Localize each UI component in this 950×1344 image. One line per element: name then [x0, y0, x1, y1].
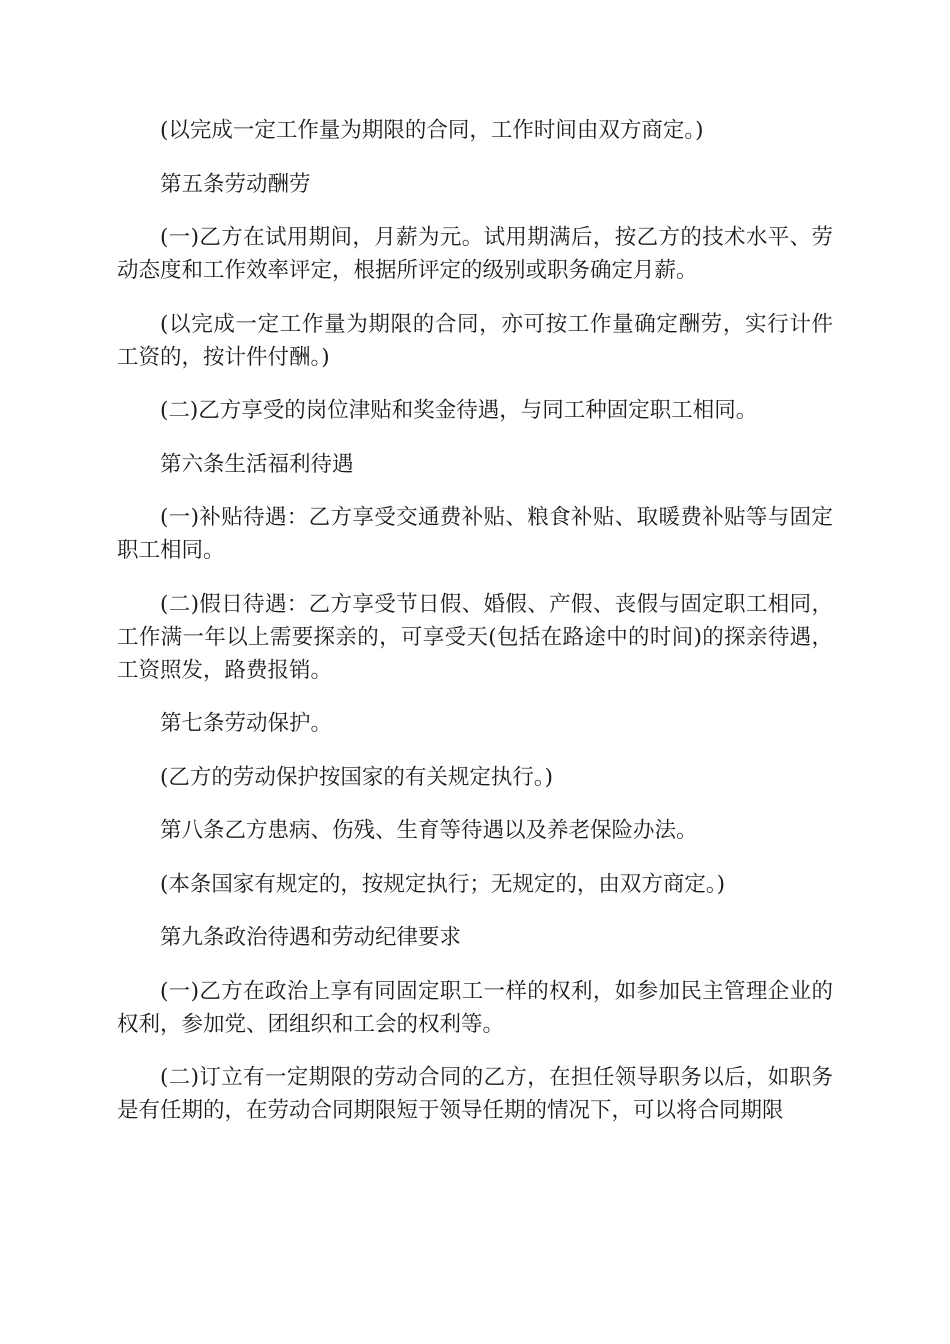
document-body [117, 114, 833, 1148]
paragraph: (一)乙方在试用期间，月薪为元。试用期满后，按乙方的技术水平、劳动态度和工作效率评定，根据所评定的级别或职务确定月薪。 [117, 225, 833, 283]
paragraph: (二)订立有一定期限的劳动合同的乙方，在担任领导职务以后，如职务是有任期的，在劳动合同期限短于领导任期的情况下，可以将合同期限 [117, 1065, 833, 1123]
article-heading: 第七条劳动保护。 [160, 711, 333, 736]
article-heading: 第六条生活福利待遇 [160, 451, 354, 477]
paragraph: (乙方的劳动保护按国家的有关规定执行。) [160, 764, 554, 790]
article-heading: 第八条乙方患病、伤残、生育等待遇以及养老保险办法。 [160, 818, 698, 843]
paragraph: (本条国家有规定的，按规定执行；无规定的，由双方商定。) [160, 871, 726, 897]
article-heading: 第五条劳动酬劳 [160, 171, 311, 197]
paragraph: (二)乙方享受的岗位津贴和奖金待遇，与同工种固定职工相同。 [160, 398, 758, 423]
paragraph: (二)假日待遇：乙方享受节日假、婚假、产假、丧假与固定职工相同，工作满一年以上需要探亲的，可享受天(包括在路途中的时间)的探亲待遇，工资照发，路费报销。 [117, 591, 833, 683]
paragraph: (以完成一定工作量为期限的合同，工作时间由双方商定。) [160, 118, 704, 143]
article-heading: 第九条政治待遇和劳动纪律要求 [160, 925, 462, 950]
paragraph: (一)补贴待遇：乙方享受交通费补贴、粮食补贴、取暖费补贴等与固定职工相同。 [117, 505, 833, 563]
paragraph: (以完成一定工作量为期限的合同，亦可按工作量确定酬劳，实行计件工资的，按计件付酬。) [117, 311, 833, 370]
paragraph: (一)乙方在政治上享有同固定职工一样的权利，如参加民主管理企业的权利，参加党、团组织和工会的权利等。 [117, 978, 833, 1037]
